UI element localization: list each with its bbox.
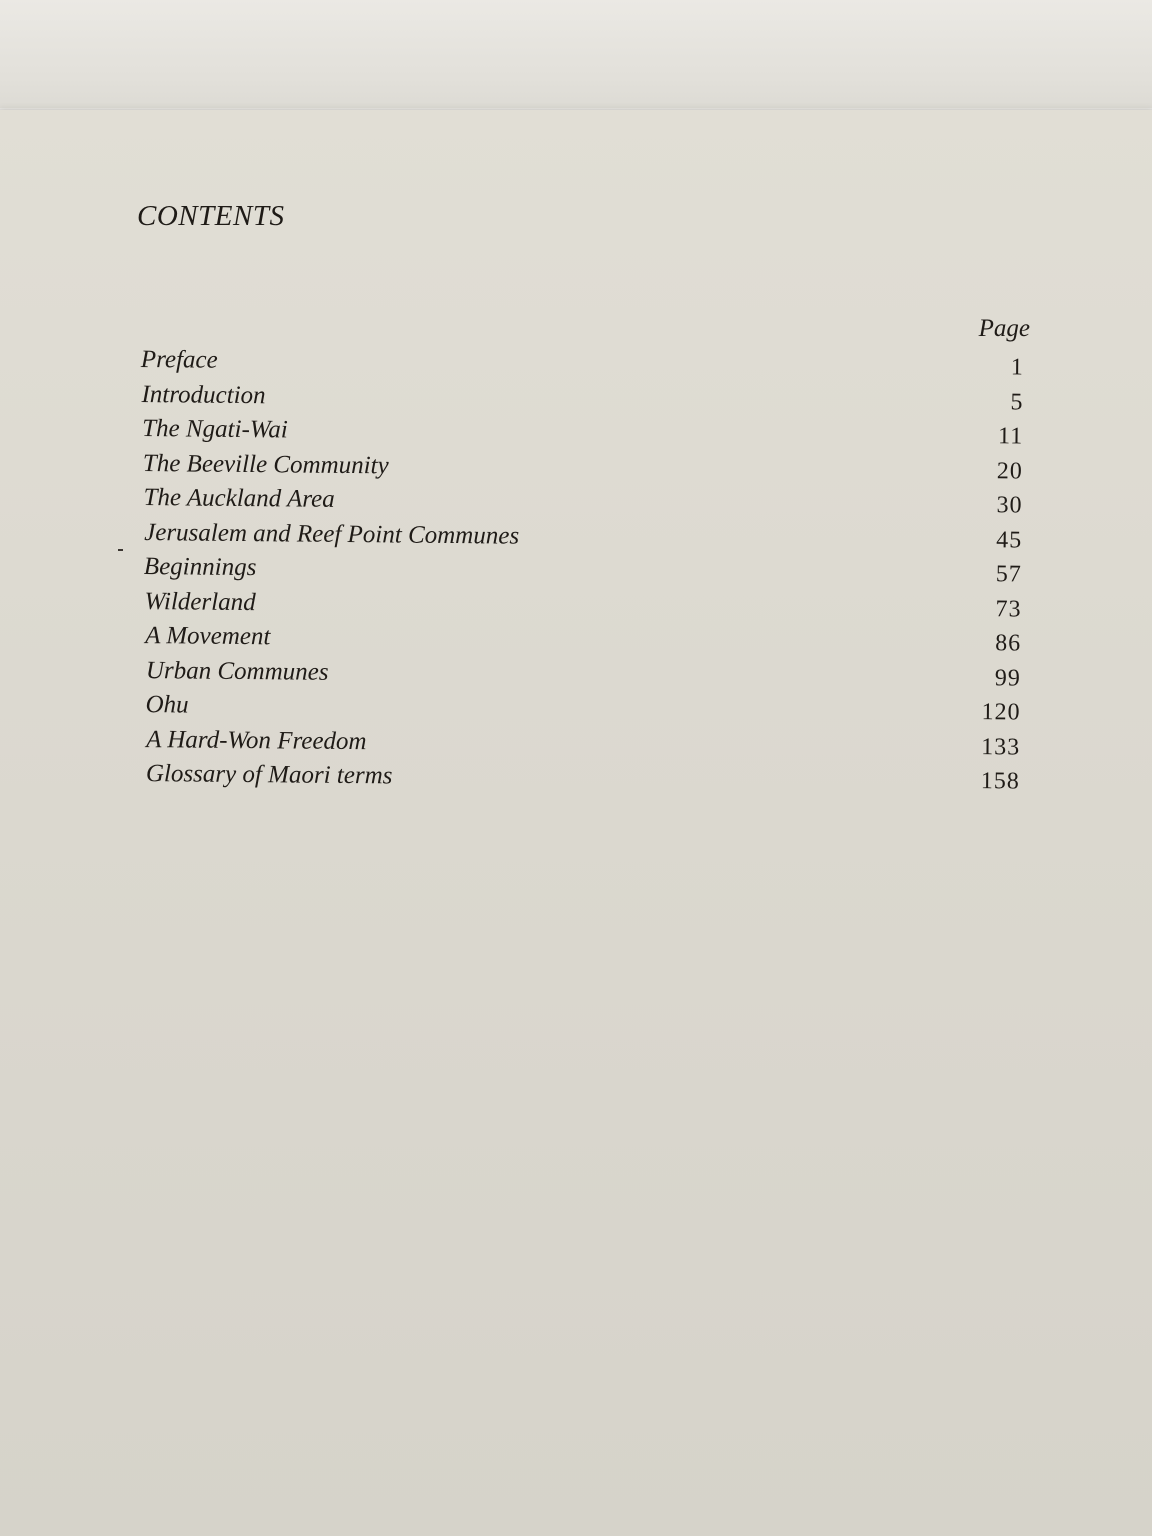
toc-entry-title: The Ngati-Wai [142,415,288,444]
toc-entry-page: 99 [994,664,1021,691]
toc-entry-title: The Auckland Area [143,484,335,513]
toc-entry-page: 133 [981,733,1021,760]
table-of-contents [0,345,1152,805]
toc-entry-title: A Movement [145,622,271,651]
toc-entry-page: 158 [980,768,1020,795]
toc-entry-title: Ohu [145,691,189,719]
toc-entry-title: Jerusalem and Reef Point Communes [144,518,520,550]
toc-entry-page: 57 [995,561,1022,588]
toc-entry-page: 120 [981,699,1021,726]
page-column-heading: Page [978,315,1030,342]
contents-heading: CONTENTS [137,200,285,232]
toc-entry-title: Beginnings [143,553,257,582]
toc-entry-title: The Beeville Community [142,449,389,479]
toc-entry-page: 11 [997,423,1024,450]
toc-entry-page: 20 [996,457,1023,484]
toc-entry-page: 45 [996,526,1023,553]
toc-entry-page: 1 [1010,354,1024,381]
toc-entry-title: Urban Communes [145,656,329,686]
toc-entry-page: 86 [995,630,1022,657]
toc-entry-page: 73 [995,595,1022,622]
toc-entry-page: 5 [1010,388,1024,415]
toc-entry-title: Preface [140,346,218,374]
toc-entry-title: Wilderland [144,587,256,616]
toc-entry-title: Introduction [141,380,266,409]
toc-entry-page: 30 [996,492,1023,519]
toc-entry-title: Glossary of Maori terms [145,760,393,790]
toc-entry-title: A Hard-Won Freedom [146,725,367,755]
